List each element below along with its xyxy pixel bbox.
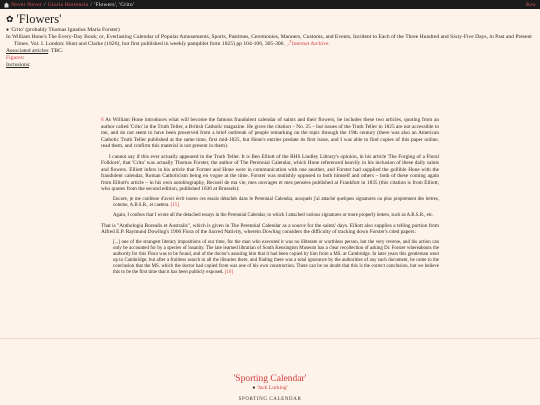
breadcrumb-current: 'Flowers', 'Crito' xyxy=(94,1,135,8)
note-marker[interactable]: 8 xyxy=(101,117,104,123)
blockquote-translation: Again, I confess that I wrote all the detached essays in the Perennial Calendar, to which I attached various signatures or more properly letters, such as A.B.S.R., etc. xyxy=(113,212,434,218)
associated-articles-link[interactable]: Associated articles xyxy=(6,48,49,54)
footnote-ref[interactable]: [16] xyxy=(224,269,233,275)
blockquote-french-text: Encore, je me confesse d'avoir écrit toutes ces essais détachés dans le Perennial Calendar, auxquels j'ai attaché quelques signatures ou plus proprement des lettres, comme, A.B.S.R., et caetera. xyxy=(113,196,439,208)
flower-icon: ✿ xyxy=(6,14,14,24)
figures-row xyxy=(6,55,534,62)
next-article-heading: SPORTING CALENDAR xyxy=(238,397,302,402)
inclusions-label: Inclusions xyxy=(6,62,29,68)
article-header xyxy=(0,9,540,69)
paragraph-2: I cannot say if this ever actually appeared in the Truth Teller. It is Ben Elliott of the RHS Lindley Library's opinion, in his article 'The Forging of a Floral Folklore', that 'Crito' was actually Thomas Forster, the author of The Perennial Calendar, which Hone referenced heavily in his inclusion of these daily saints and flowers. Elliott infers in his article that Forster and Hone were in communication with one another, and Forster had supplied the gullible Hone with the fraudulent calendar, Roman Catholicism being en vogue at the time. Forster was mulishly opposed to both himself and others – both of these coming again from Elliott's article – in his own autobiography, Recueil de ma vie, mes ouvrages et mes pensées published at Frankfurt in 1835 (this citation is from Elliott; who quotes from the second edition, published 1836 at Brussels): xyxy=(101,153,439,192)
blockquote-dowling xyxy=(113,240,439,276)
breadcrumb-never-never[interactable]: Never Never xyxy=(11,1,42,8)
next-article xyxy=(0,374,540,402)
section-divider xyxy=(0,338,540,339)
external-link-icon: ⤴ xyxy=(286,41,292,47)
paragraph-1-text: As William Hone introduces what will become the famous fraudulent calendar of saints and their flowers, he includes these two articles, quoting from an author called 'Crito' in the Truth Teller, a British Catholic magazine. He gives the citation – No. 25 – but issues of the Truth Teller in 1825 are not accessible to me, and do not seem to have been preserved from a brief outbreak of people remarking on the topic through the 19th century (there was also an American Catholic Truth Teller published at the same time, first mid-1825, but Hone's entries predate its first issue, and I was able to find copies of this paper online, read them, and confirm this material is not present in them). xyxy=(101,117,439,149)
next-article-title[interactable]: 'Sporting Calendar' xyxy=(233,374,307,384)
next-article-author[interactable]: 'Jack Lurking' xyxy=(256,385,288,391)
key-link[interactable]: Key xyxy=(526,1,536,8)
breadcrumb-separator: / xyxy=(43,1,46,8)
blockquote-dowling-text: [...] one of the strangest literary impositions of our time, for the man who executed it was no illiterate or worthless person, but the very reverse, and his action can only be accounted for by a species of insanity. The late learned librarian of South Kensington Museum has a clear recollection of asking Dr. Forster whereabouts the authority for this Flora was to be found, and of the doctor's assuring him that it had been copied by him from a MS. at Cambridge. In later years this gentleman went up to Cambridge; but after a fruitless search in all the libraries there, and finding there was a total ignorance by the authorities of any such document, he came to the conclusion that the MS. which the doctor had copied from was one of his own construction. There can be no doubt that this is the correct conclusion, but we believe this to be the first time that it has been publicly exposed. xyxy=(113,239,439,275)
author-line xyxy=(6,27,534,34)
page-title: 'Flowers' xyxy=(16,12,62,26)
home-icon[interactable] xyxy=(4,2,9,8)
author-name: 'Crito' (probably Thomas Ignatius Maria Forster) xyxy=(10,27,120,33)
inclusions-value: : xyxy=(29,62,31,68)
breadcrumb xyxy=(4,2,134,8)
bullet-icon: ● xyxy=(252,386,256,391)
inclusions-row xyxy=(6,62,534,69)
blockquote-french xyxy=(113,197,439,209)
associated-articles-value: : TBC. xyxy=(48,48,64,54)
bullet-icon: ● xyxy=(6,28,10,33)
paragraph-1 xyxy=(101,117,439,150)
next-article-byline xyxy=(0,385,540,391)
top-navigation-bar xyxy=(0,0,540,9)
citation xyxy=(6,34,534,48)
figures-value: : xyxy=(22,55,25,61)
footnote-ref[interactable]: [15] xyxy=(170,202,179,208)
figures-label: Figures xyxy=(6,55,23,61)
breadcrumb-separator: / xyxy=(90,1,93,8)
citation-text: In William Hone's The Every-Day Book; or, Everlasting Calendar of Popular Amusements, Sports, Pastimes, Ceremonies, Manners, Customs, and Events, Incident to Each of the Three Hundred and Sixty-Five Days, in Past and Present Times. Vol. I. London: Hunt and Clarke (1826), but first published in weekly pamphlet form 1825) pp 104-106, 305-306. xyxy=(6,34,532,47)
breadcrumb-gloria-hortensia[interactable]: Gloria Hortensia xyxy=(47,1,89,8)
associated-articles xyxy=(6,48,534,55)
article-body xyxy=(101,117,439,280)
internet-archive-link[interactable]: Internet Archive. xyxy=(291,41,330,47)
paragraph-3: That is "Anthologia Borealis et Australis", which is given in The Perennial Calendar as a source for the saints' days. Elliott also supplies a telling portion from Alfred E.P. Raymund Dowling's 1900 Flora of the Sacred Nativity, wherein Dowling considers the difficulty of tracking down Forster's cited papers: xyxy=(101,222,439,235)
